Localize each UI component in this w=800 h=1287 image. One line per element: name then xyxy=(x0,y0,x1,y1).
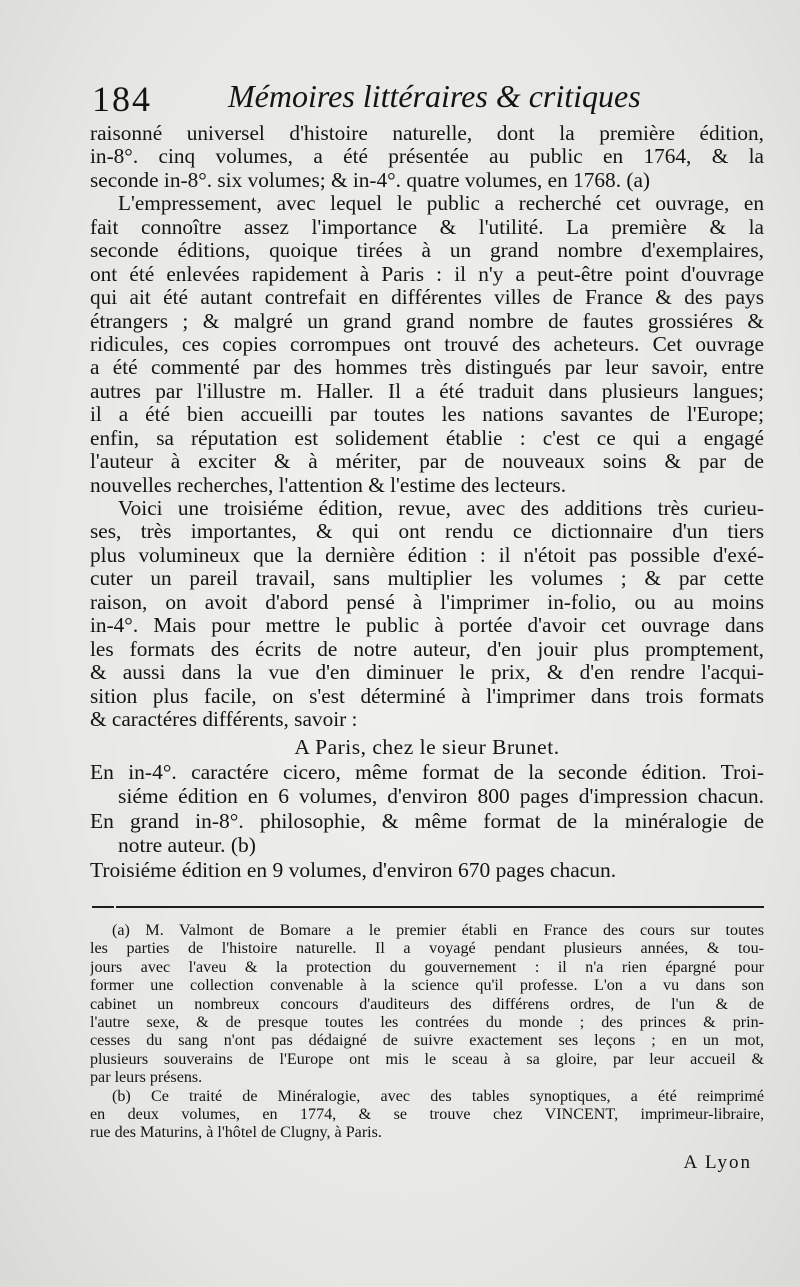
text-line: seconde in-8°. six volumes; & in-4°. quatre volumes, en 1768. (a) xyxy=(90,168,650,192)
text-line: siéme édition en 6 volumes, d'environ 800 pages d'impression chacun. xyxy=(118,784,764,809)
text-line: rue des Maturins, à l'hôtel de Clugny, à Paris. xyxy=(90,1124,382,1142)
imprint-heading: A Paris, chez le sieur Brunet. xyxy=(294,735,560,760)
text-line: en deux volumes, en 1774, & se trouve chez VINCENT, imprimeur-libraire, xyxy=(90,1105,764,1123)
text-line: L'empressement, avec lequel le public a recherché cet ouvrage, en xyxy=(118,192,764,216)
imprint-section xyxy=(90,735,764,882)
text-line: par leurs présens. xyxy=(90,1069,203,1087)
footnotes xyxy=(90,922,764,1143)
running-title: Mémoires littéraires & critiques xyxy=(228,78,641,114)
text-line: enfin, sa réputation est solidement établie : c'est ce qui a engagé xyxy=(90,426,764,450)
page-number: 184 xyxy=(92,79,152,119)
text-line: seconde éditions, quoique tirées à un grand nombre d'exemplaires, xyxy=(90,239,764,263)
text-line: En in-4°. caractére cicero, même format de la seconde édition. Troi- xyxy=(90,759,764,784)
text-line: in-4°. Mais pour mettre le public à portée d'avoir cet ouvrage dans xyxy=(90,614,764,638)
text-line: les formats des écrits de notre auteur, d'en jouir plus promptement, xyxy=(90,637,764,661)
text-line: cabinet un nombreux concours d'auditeurs des différens ordres, de l'un & de xyxy=(90,995,764,1013)
catchword: A Lyon xyxy=(683,1152,752,1173)
text-line: jours avec l'aveu & la protection du gouvernement : il n'a rien épargné pour xyxy=(90,958,764,976)
imprint-lines xyxy=(90,760,764,883)
text-line: notre auteur. (b) xyxy=(118,833,256,858)
text-line: ses, très importantes, & qui ont rendu ce dictionnaire d'un tiers xyxy=(90,520,764,544)
text-line: (a) M. Valmont de Bomare a le premier établi en France des cours sur toutes xyxy=(112,922,764,939)
page-header xyxy=(92,78,752,128)
text-line: plusieurs souverains de l'Europe ont mis le sceau à sa gloire, par leur accueil & xyxy=(90,1050,764,1068)
text-line: sition plus facile, on s'est déterminé à l'imprimer dans trois formats xyxy=(90,684,764,708)
footnote-rule-short xyxy=(92,906,114,908)
text-line: raisonné universel d'histoire naturelle, dont la première édition, xyxy=(90,122,764,145)
text-line: a été commenté par des hommes très distingués par leur savoir, entre xyxy=(90,356,764,380)
paragraphs xyxy=(90,122,764,731)
text-line: qui ait été autant contrefait en différentes villes de France & des pays xyxy=(90,286,764,310)
text-line: fait connoître assez l'importance & l'utilité. La première & la xyxy=(90,215,764,239)
text-line: En grand in-8°. philosophie, & même format de la minéralogie de xyxy=(90,808,764,833)
text-line: l'autre sexe, & de presque toutes les contrées du monde ; des princes & prin- xyxy=(90,1013,764,1031)
text-line: nouvelles recherches, l'attention & l'estime des lecteurs. xyxy=(90,473,567,497)
main-text xyxy=(90,122,764,882)
text-line: raison, on avoit d'abord pensé à l'imprimer in-folio, ou au moins xyxy=(90,590,764,614)
footnote-rule xyxy=(116,906,764,908)
text-line: les parties de l'histoire naturelle. Il a voyagé pendant plusieurs années, & tou- xyxy=(90,940,764,958)
text-line: plus volumineux que la dernière édition : il n'étoit pas possible d'exé- xyxy=(90,543,764,567)
text-line: Voici une troisiéme édition, revue, avec des additions très curieu- xyxy=(118,497,764,520)
text-line: (b) Ce traité de Minéralogie, avec des tables synoptiques, a été reimprimé xyxy=(112,1087,764,1105)
text-line: l'auteur à exciter & à mériter, par de nouveaux soins & par de xyxy=(90,450,764,474)
text-line: ridicules, ces copies corrompues ont trouvé des acheteurs. Cet ouvrage xyxy=(90,332,764,356)
text-line: Troisiéme édition en 9 volumes, d'environ 670 pages chacun. xyxy=(90,857,617,882)
text-line: cuter un pareil travail, sans multiplier les volumes ; & par cette xyxy=(90,567,764,591)
text-line: il a été bien accueilli par toutes les nations savantes de l'Europe; xyxy=(90,403,764,427)
text-line: & caractéres différents, savoir : xyxy=(90,707,358,731)
text-line: in-8°. cinq volumes, a été présentée au public en 1764, & la xyxy=(90,145,764,169)
text-line: cesses du sang n'ont pas dédaigné de suivre exactement ses leçons ; en un mot, xyxy=(90,1032,764,1050)
text-line: former une collection convenable à la science qu'il professe. L'on a vu dans son xyxy=(90,977,764,995)
text-line: ont été enlevées rapidement à Paris : il n'y a peut-être point d'ouvrage xyxy=(90,262,764,286)
text-line: étrangers ; & malgré un grand grand nombre de fautes grossiéres & xyxy=(90,309,764,333)
text-line: & aussi dans la vue d'en diminuer le prix, & d'en rendre l'acqui- xyxy=(90,661,764,685)
text-line: autres par l'illustre m. Haller. Il a été traduit dans plusieurs langues; xyxy=(90,379,764,403)
